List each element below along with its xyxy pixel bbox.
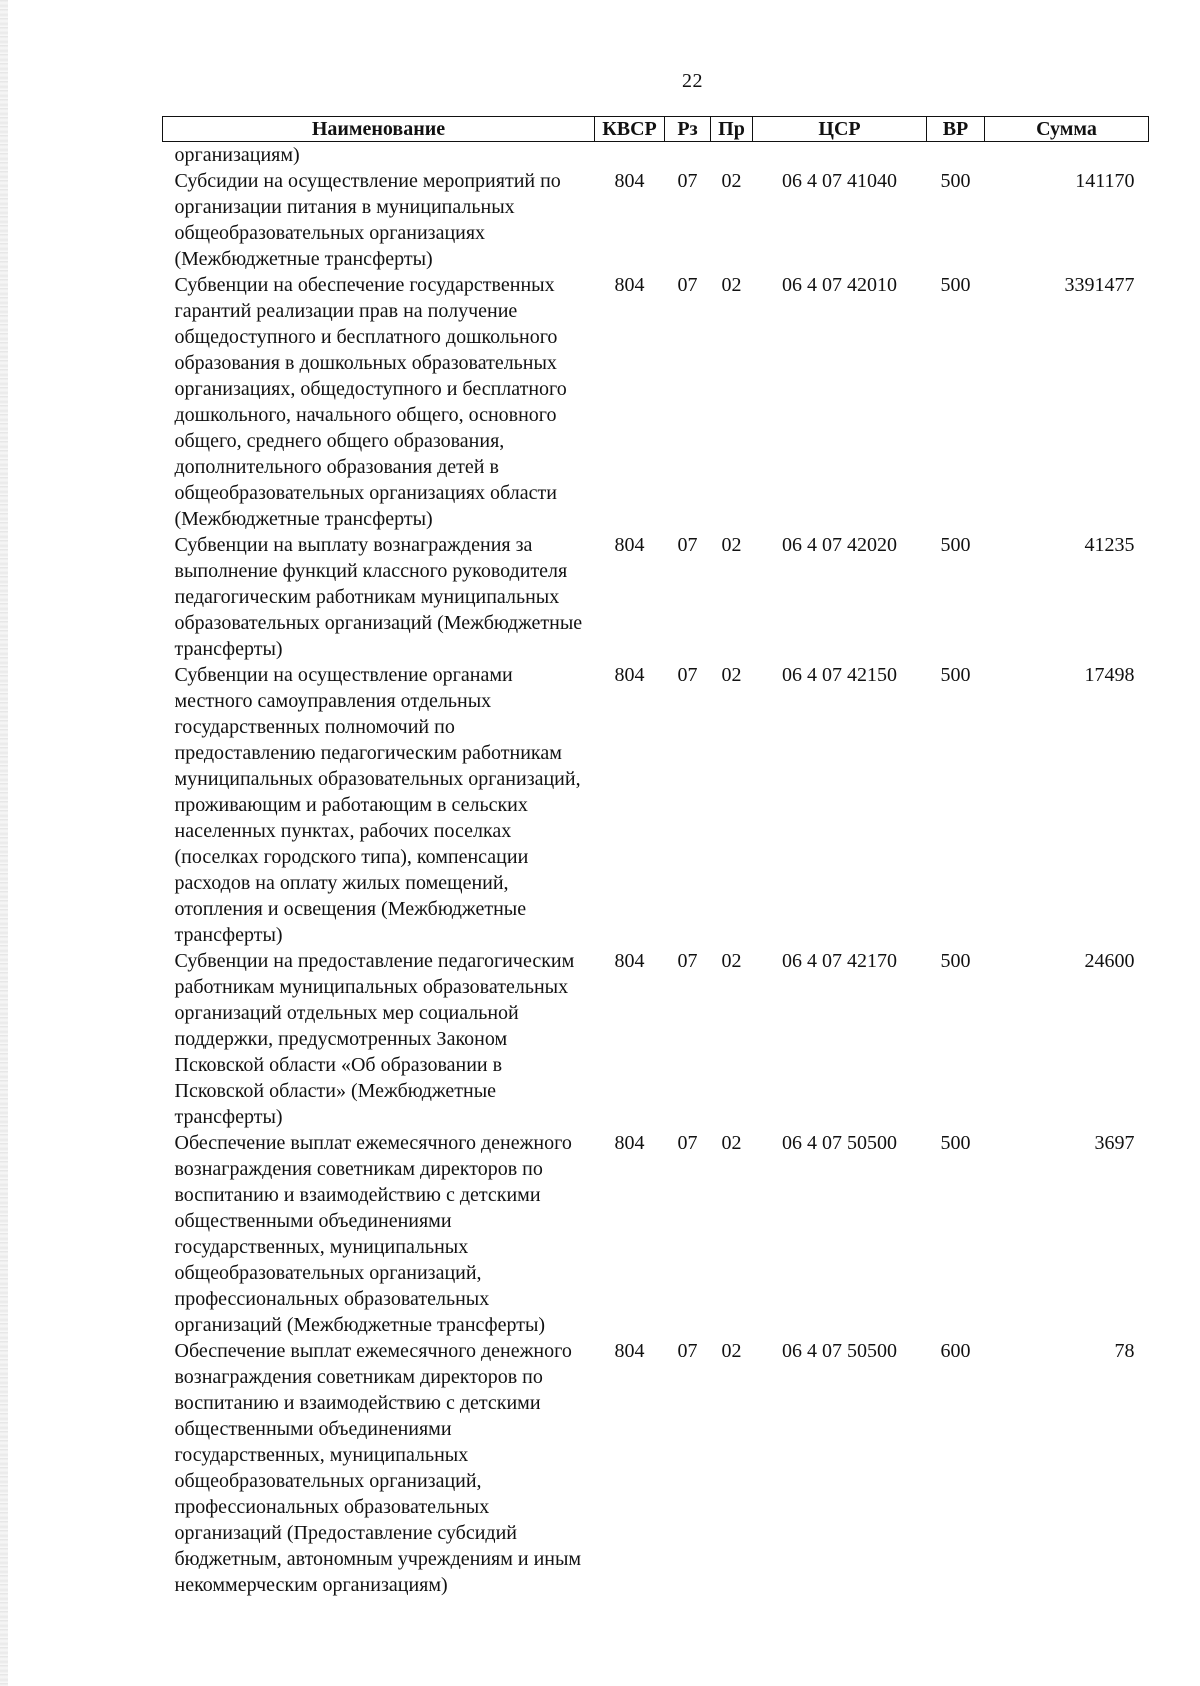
row-vr: 500 [940,664,971,686]
row-sum: 17498 [1084,664,1135,686]
table-row [163,532,1149,662]
row-name: Субвенции на обеспечение государственных гарантий реализации прав на получение общедоступного и бесплатного дошкольного образования в дошкольных образовательных организациях, общедоступного и бесплатного дошкольного, начального общего, основного общего, среднего общего образования, дополнительного образования детей в общеобразовательных организациях области (Межбюджетные трансферты) [174,274,567,530]
table-header-row [163,117,1149,142]
row-vr: 500 [940,274,971,296]
row-pr: 02 [721,664,742,686]
row-vr: 600 [940,1340,971,1362]
row-rz: 07 [677,534,698,556]
budget-table [162,116,1149,1598]
row-sum: 78 [1114,1340,1135,1362]
page-number: 22 [682,70,703,92]
row-rz: 07 [677,170,698,192]
row-rz: 07 [677,1340,698,1362]
scan-edge [0,0,8,1686]
row-name: Субвенции на выплату вознаграждения за выполнение функций классного руководителя педагогическим работникам муниципальных образовательных организаций (Межбюджетные трансферты) [174,534,583,660]
row-rz: 07 [677,950,698,972]
row-name: Субвенции на предоставление педагогическим работникам муниципальных образовательных организаций отдельных мер социальной поддержки, предусмотренных Законом Псковской области «Об образовании в Псковской области» (Межбюджетные трансферты) [174,950,575,1128]
row-vr: 500 [940,950,971,972]
row-rz: 07 [677,274,698,296]
row-csr: 06 4 07 41040 [782,170,897,192]
row-pr: 02 [721,950,742,972]
row-rz: 07 [677,664,698,686]
table-row [163,168,1149,272]
row-csr: 06 4 07 42150 [782,664,897,686]
row-kvsr: 804 [614,664,645,686]
row-name: Субсидии на осуществление мероприятий по организации питания в муниципальных общеобразовательных организациях (Межбюджетные трансферты) [174,170,561,270]
header-name: Наименование [163,117,595,142]
row-csr: 06 4 07 42020 [782,534,897,556]
row-kvsr: 804 [614,1132,645,1154]
row-pr: 02 [721,274,742,296]
header-csr: ЦСР [753,117,927,142]
header-vr: ВР [927,117,985,142]
row-kvsr: 804 [614,1340,645,1362]
header-pr: Пр [711,117,753,142]
row-csr: 06 4 07 50500 [782,1340,897,1362]
table-row [163,272,1149,532]
row-kvsr: 804 [614,534,645,556]
row-vr: 500 [940,170,971,192]
header-kvsr: КВСР [595,117,665,142]
row-name: Субвенции на осуществление органами местного самоуправления отдельных государственных полномочий по предоставлению педагогическим работникам муниципальных образовательных организаций, проживающим и работающим в сельских населенных пунктах, рабочих поселках (поселках городского типа), компенсации расходов на оплату жилых помещений, отопления и освещения (Межбюджетные трансферты) [174,664,581,946]
table-row [163,948,1149,1130]
row-rz: 07 [677,1132,698,1154]
row-pr: 02 [721,1340,742,1362]
row-sum: 3697 [1094,1132,1135,1154]
row-pr: 02 [721,1132,742,1154]
row-pr: 02 [721,534,742,556]
row-sum: 24600 [1084,950,1135,972]
row-name: Обеспечение выплат ежемесячного денежного вознаграждения советникам директоров по воспитанию и взаимодействию с детскими общественными объединениями государственных, муниципальных общеобразовательных организаций, профессиональных образовательных организаций (Предоставление субсидий бюджетным, автономным учреждениям и иным некоммерческим организациям) [174,1340,582,1596]
row-csr: 06 4 07 42010 [782,274,897,296]
continuation-row [163,142,1149,169]
row-sum: 3391477 [1064,274,1135,296]
row-sum: 41235 [1084,534,1135,556]
row-pr: 02 [721,170,742,192]
row-kvsr: 804 [614,950,645,972]
header-sum: Сумма [985,117,1149,142]
header-rz: Рз [665,117,711,142]
table-row [163,1130,1149,1338]
row-csr: 06 4 07 50500 [782,1132,897,1154]
row-sum: 141170 [1075,170,1135,192]
row-vr: 500 [940,1132,971,1154]
row-csr: 06 4 07 42170 [782,950,897,972]
row-name: Обеспечение выплат ежемесячного денежного вознаграждения советникам директоров по воспитанию и взаимодействию с детскими общественными объединениями государственных, муниципальных общеобразовательных организаций, профессиональных образовательных организаций (Межбюджетные трансферты) [174,1132,572,1336]
continuation-text: организациям) [174,144,300,166]
row-kvsr: 804 [614,274,645,296]
table-row [163,1338,1149,1598]
table-row [163,662,1149,948]
row-kvsr: 804 [614,170,645,192]
row-vr: 500 [940,534,971,556]
